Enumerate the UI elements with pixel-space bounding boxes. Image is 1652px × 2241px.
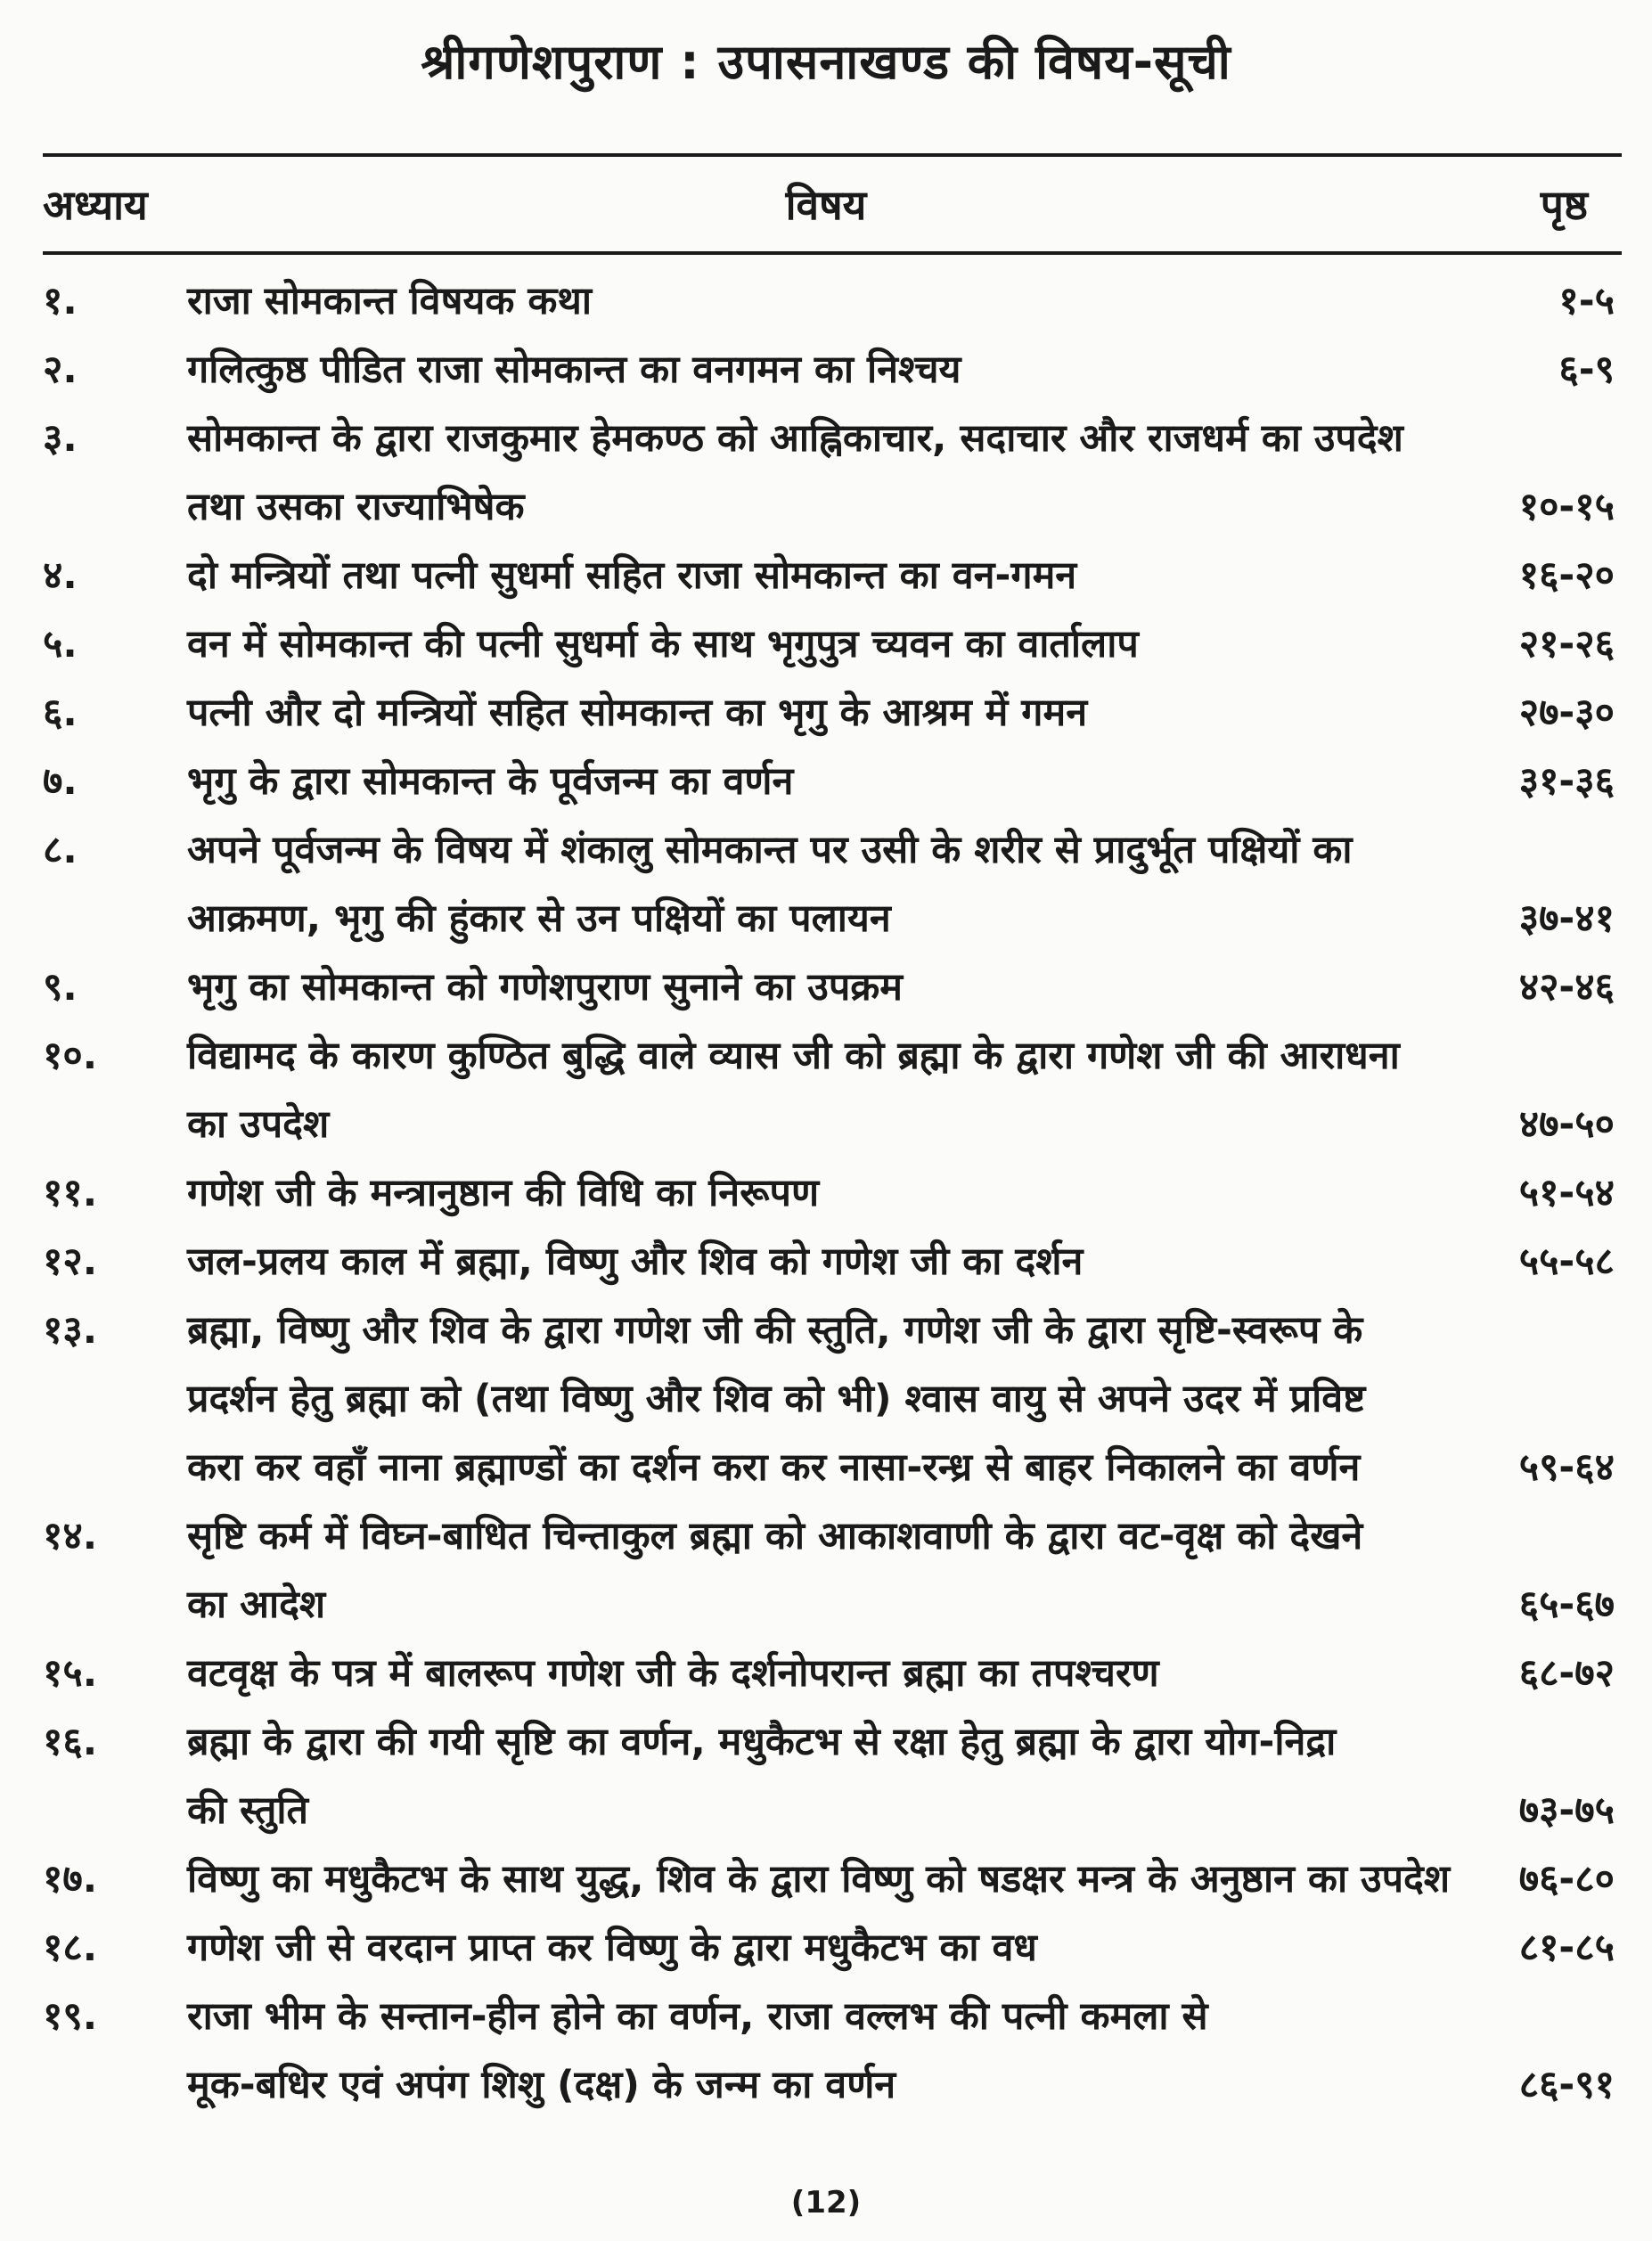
page-number: (12) (790, 2185, 862, 2221)
chapter-number: १७. (43, 1857, 98, 1902)
contents-entry (0, 267, 1652, 336)
contents-entry (0, 610, 1652, 679)
entry-line (0, 953, 1652, 1022)
chapter-number: १३. (43, 1308, 98, 1353)
top-rule (43, 153, 1622, 157)
subject-text: राजा सोमकान्त विषयक कथा (187, 279, 593, 323)
entry-line (0, 1159, 1652, 1228)
page-range: ५१-५४ (1518, 1171, 1615, 1215)
contents-entry (0, 953, 1652, 1022)
page-range: ५९-६४ (1518, 1445, 1615, 1490)
subject-text: की स्तुति (187, 1788, 309, 1833)
entry-line (0, 1914, 1652, 1983)
subject-text: का आदेश (187, 1583, 326, 1627)
entry-line (0, 816, 1652, 885)
page-range: ६-९ (1558, 348, 1615, 392)
entry-line (0, 1502, 1652, 1571)
subject-text: मूक-बधिर एवं अपंग शिशु (दक्ष) के जन्म का वर्णन (187, 2063, 896, 2107)
contents-entry (0, 1640, 1652, 1708)
subject-text: वटवृक्ष के पत्र में बालरूप गणेश जी के दर्शनोपरान्त ब्रह्मा का तपश्चरण (187, 1651, 1159, 1696)
subject-text: करा कर वहाँ नाना ब्रह्माण्डों का दर्शन करा कर नासा-रन्ध्र से बाहर निकालने का वर्णन (187, 1445, 1361, 1490)
page-range: १०-१५ (1518, 485, 1615, 529)
page-range: ३१-३६ (1518, 759, 1615, 804)
entry-line (0, 748, 1652, 816)
entry-line (0, 679, 1652, 748)
chapter-number: ४. (43, 553, 78, 598)
page-range: ८६-९१ (1518, 2063, 1615, 2107)
chapter-number: १८. (43, 1926, 98, 1970)
entry-line (0, 473, 1652, 542)
page-range: ३७-४१ (1518, 896, 1615, 941)
entry-line (0, 1296, 1652, 1365)
subject-text: गलित्कुष्ठ पीडित राजा सोमकान्त का वनगमन का निश्चय (187, 348, 961, 392)
entry-line (0, 1091, 1652, 1159)
subject-text: प्रदर्शन हेतु ब्रह्मा को (तथा विष्णु और शिव को भी) श्वास वायु से अपने उदर में प्रविष्ट (187, 1377, 1366, 1421)
contents-entry (0, 336, 1652, 405)
entry-line (0, 336, 1652, 405)
entry-line (0, 1571, 1652, 1640)
entry-line (0, 405, 1652, 473)
page-range: ४७-५० (1518, 1102, 1615, 1147)
header-chapter: अध्याय (43, 181, 148, 229)
chapter-number: १६. (43, 1720, 98, 1764)
page-range: ७६-८० (1518, 1857, 1615, 1902)
chapter-number: १४. (43, 1514, 98, 1558)
chapter-number: ३. (43, 416, 78, 461)
entry-line (0, 1845, 1652, 1914)
subject-text: का उपदेश (187, 1102, 330, 1147)
contents-entry (0, 1983, 1652, 2120)
chapter-number: ७. (43, 759, 78, 804)
subject-text: दो मन्त्रियों तथा पत्नी सुधर्मा सहित राजा सोमकान्त का वन-गमन (187, 553, 1077, 598)
page-range: ६५-६७ (1518, 1583, 1615, 1627)
page-range: २७-३० (1518, 691, 1615, 735)
subject-text: राजा भीम के सन्तान-हीन होने का वर्णन, राजा वल्लभ की पत्नी कमला से (187, 1994, 1208, 2039)
chapter-number: १. (43, 279, 78, 323)
contents-entry (0, 542, 1652, 610)
subject-text: आक्रमण, भृगु की हुंकार से उन पक्षियों का पलायन (187, 896, 891, 941)
entry-line (0, 1434, 1652, 1502)
subject-text: पत्नी और दो मन्त्रियों सहित सोमकान्त का भृगु के आश्रम में गमन (187, 691, 1088, 735)
subject-text: वन में सोमकान्त की पत्नी सुधर्मा के साथ भृगुपुत्र च्यवन का वार्तालाप (187, 622, 1139, 667)
page-range: ७३-७५ (1518, 1788, 1615, 1833)
contents-entry (0, 748, 1652, 816)
chapter-number: १९. (43, 1994, 98, 2039)
subject-text: अपने पूर्वजन्म के विषय में शंकालु सोमकान्त पर उसी के शरीर से प्रादुर्भूत पक्षियों का (187, 828, 1353, 872)
contents-entry (0, 816, 1652, 953)
contents-entry (0, 1914, 1652, 1983)
contents-entry (0, 679, 1652, 748)
page-range: ८१-८५ (1518, 1926, 1615, 1970)
contents-list (0, 267, 1652, 2120)
subject-text: तथा उसका राज्याभिषेक (187, 485, 525, 529)
chapter-number: ६. (43, 691, 78, 735)
subject-text: सोमकान्त के द्वारा राजकुमार हेमकण्ठ को आह्निकाचार, सदाचार और राजधर्म का उपदेश (187, 416, 1403, 461)
chapter-number: ५. (43, 622, 78, 667)
subject-text: विष्णु का मधुकैटभ के साथ युद्ध, शिव के द्वारा विष्णु को षडक्षर मन्त्र के अनुष्ठान का उपदेश (187, 1857, 1451, 1902)
subject-text: गणेश जी के मन्त्रानुष्ठान की विधि का निरूपण (187, 1171, 820, 1215)
header-rule (43, 251, 1622, 255)
page-range: १६-२० (1518, 553, 1615, 598)
entry-line (0, 1640, 1652, 1708)
chapter-number: १०. (43, 1034, 98, 1078)
contents-entry (0, 405, 1652, 542)
entry-line (0, 885, 1652, 953)
contents-entry (0, 1502, 1652, 1640)
entry-line (0, 267, 1652, 336)
entry-line (0, 1365, 1652, 1434)
chapter-number: १२. (43, 1239, 98, 1284)
entry-line (0, 542, 1652, 610)
chapter-number: ९. (43, 965, 78, 1010)
entry-line (0, 610, 1652, 679)
chapter-number: ८. (43, 828, 78, 872)
subject-text: विद्यामद के कारण कुण्ठित बुद्धि वाले व्यास जी को ब्रह्मा के द्वारा गणेश जी की आराधना (187, 1034, 1400, 1078)
subject-text: भृगु का सोमकान्त को गणेशपुराण सुनाने का उपक्रम (187, 965, 903, 1010)
entry-line (0, 2051, 1652, 2120)
page-title: श्रीगणेशपुराण : उपासनाखण्ड की विषय-सूची (421, 34, 1231, 90)
entry-line (0, 1708, 1652, 1777)
header-subject: विषय (785, 181, 867, 229)
subject-text: भृगु के द्वारा सोमकान्त के पूर्वजन्म का वर्णन (187, 759, 794, 804)
contents-entry (0, 1708, 1652, 1845)
page-range: १-५ (1558, 279, 1615, 323)
subject-text: गणेश जी से वरदान प्राप्त कर विष्णु के द्वारा मधुकैटभ का वध (187, 1926, 1037, 1970)
chapter-number: १५. (43, 1651, 98, 1696)
contents-entry (0, 1022, 1652, 1159)
entry-line (0, 1983, 1652, 2051)
page-range: ५५-५८ (1518, 1239, 1615, 1284)
subject-text: ब्रह्मा, विष्णु और शिव के द्वारा गणेश जी की स्तुति, गणेश जी के द्वारा सृष्टि-स्वरूप के (187, 1308, 1363, 1353)
page-range: ४२-४६ (1518, 965, 1615, 1010)
contents-entry (0, 1159, 1652, 1228)
entry-line (0, 1228, 1652, 1296)
chapter-number: २. (43, 348, 78, 392)
contents-entry (0, 1845, 1652, 1914)
chapter-number: ११. (43, 1171, 98, 1215)
subject-text: सृष्टि कर्म में विघ्न-बाधित चिन्ताकुल ब्रह्मा को आकाशवाणी के द्वारा वट-वृक्ष को देखने (187, 1514, 1363, 1558)
contents-entry (0, 1296, 1652, 1502)
entry-line (0, 1022, 1652, 1091)
entry-line (0, 1777, 1652, 1845)
page-range: २१-२६ (1518, 622, 1615, 667)
subject-text: जल-प्रलय काल में ब्रह्मा, विष्णु और शिव को गणेश जी का दर्शन (187, 1239, 1084, 1284)
subject-text: ब्रह्मा के द्वारा की गयी सृष्टि का वर्णन, मधुकैटभ से रक्षा हेतु ब्रह्मा के द्वारा योग-निद्रा (187, 1720, 1337, 1764)
page-range: ६८-७२ (1518, 1651, 1615, 1696)
header-page: पृष्ठ (1540, 181, 1588, 229)
contents-entry (0, 1228, 1652, 1296)
